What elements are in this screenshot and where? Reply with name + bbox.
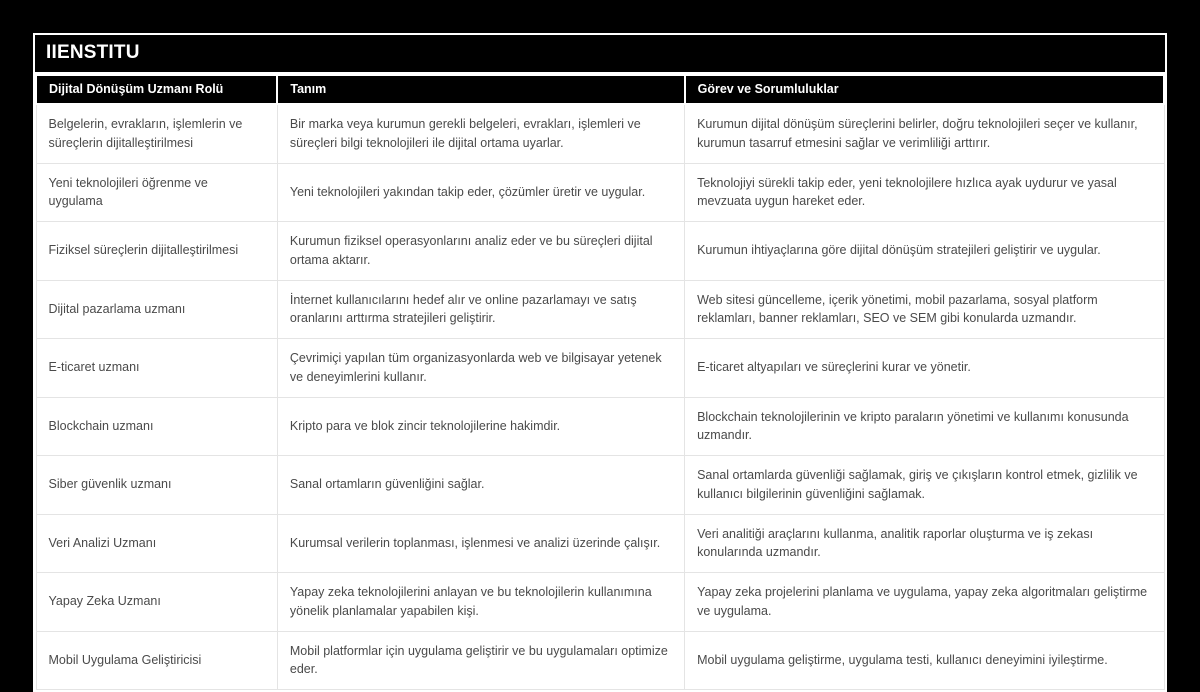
cell-definition: Bir marka veya kurumun gerekli belgeleri, evrakları, işlemleri ve süreçleri bilgi teknolojileri ile dijital ortama uyarlar.: [277, 104, 684, 163]
table-row: [36, 163, 1164, 222]
cell-duties: Yapay zeka projelerini planlama ve uygulama, yapay zeka algoritmaları geliştirme ve uygulama.: [685, 573, 1164, 632]
page-title: IIENSTITU: [46, 42, 140, 63]
cell-definition: Sanal ortamların güvenliğini sağlar.: [277, 456, 684, 515]
cell-role: Dijital pazarlama uzmanı: [36, 280, 277, 339]
cell-definition: Kurumsal verilerin toplanması, işlenmesi ve analizi üzerinde çalışır.: [277, 514, 684, 573]
roles-table: [35, 74, 1165, 690]
cell-duties: Teknolojiyi sürekli takip eder, yeni teknolojilere hızlıca ayak uydurur ve yasal mevzuata uygun hareket eder.: [685, 163, 1164, 222]
cell-duties: Blockchain teknolojilerinin ve kripto paraların yönetimi ve kullanımı konusunda uzmandır.: [685, 397, 1164, 456]
cell-definition: Mobil platformlar için uygulama geliştirir ve bu uygulamaları optimize eder.: [277, 631, 684, 690]
cell-duties: Kurumun dijital dönüşüm süreçlerini belirler, doğru teknolojileri seçer ve kullanır, kurumun tasarruf etmesini sağlar ve verimliliği arttırır.: [685, 104, 1164, 163]
cell-role: Belgelerin, evrakların, işlemlerin ve süreçlerin dijitalleştirilmesi: [36, 104, 277, 163]
table-header-row: [36, 75, 1164, 104]
cell-duties: Sanal ortamlarda güvenliği sağlamak, giriş ve çıkışların kontrol etmek, gizlilik ve kullanıcı bilgilerinin güvenliğini sağlamak.: [685, 456, 1164, 515]
cell-duties: Mobil uygulama geliştirme, uygulama testi, kullanıcı deneyimini iyileştirme.: [685, 631, 1164, 690]
cell-role: Fiziksel süreçlerin dijitalleştirilmesi: [36, 222, 277, 281]
cell-role: Yeni teknolojileri öğrenme ve uygulama: [36, 163, 277, 222]
cell-role: Veri Analizi Uzmanı: [36, 514, 277, 573]
table-row: [36, 222, 1164, 281]
cell-duties: Kurumun ihtiyaçlarına göre dijital dönüşüm stratejileri geliştirir ve uygular.: [685, 222, 1164, 281]
table-row: [36, 456, 1164, 515]
cell-definition: Yeni teknolojileri yakından takip eder, çözümler üretir ve uygular.: [277, 163, 684, 222]
title-bar: [35, 35, 1165, 74]
cell-role: Yapay Zeka Uzmanı: [36, 573, 277, 632]
table-row: [36, 631, 1164, 690]
column-header-duties: Görev ve Sorumluluklar: [685, 75, 1164, 104]
cell-role: Siber güvenlik uzmanı: [36, 456, 277, 515]
cell-definition: Yapay zeka teknolojilerini anlayan ve bu teknolojilerin kullanımına yönelik planlamalar yapabilen kişi.: [277, 573, 684, 632]
cell-duties: E-ticaret altyapıları ve süreçlerini kurar ve yönetir.: [685, 339, 1164, 398]
cell-role: Blockchain uzmanı: [36, 397, 277, 456]
table-row: [36, 573, 1164, 632]
table-row: [36, 397, 1164, 456]
cell-definition: İnternet kullanıcılarını hedef alır ve online pazarlamayı ve satış oranlarını arttırma stratejileri geliştirir.: [277, 280, 684, 339]
cell-definition: Kurumun fiziksel operasyonlarını analiz eder ve bu süreçleri dijital ortama aktarır.: [277, 222, 684, 281]
cell-duties: Web sitesi güncelleme, içerik yönetimi, mobil pazarlama, sosyal platform reklamları, banner reklamları, SEO ve SEM gibi konularda uzmandır.: [685, 280, 1164, 339]
cell-definition: Çevrimiçi yapılan tüm organizasyonlarda web ve bilgisayar yetenek ve deneyimlerini kullanır.: [277, 339, 684, 398]
table-row: [36, 280, 1164, 339]
content-panel: [33, 33, 1167, 692]
column-header-role: Dijital Dönüşüm Uzmanı Rolü: [36, 75, 277, 104]
column-header-definition: Tanım: [277, 75, 684, 104]
table-row: [36, 104, 1164, 163]
cell-duties: Veri analitiği araçlarını kullanma, analitik raporlar oluşturma ve iş zekası konularında uzmandır.: [685, 514, 1164, 573]
cell-role: Mobil Uygulama Geliştiricisi: [36, 631, 277, 690]
table-row: [36, 339, 1164, 398]
cell-role: E-ticaret uzmanı: [36, 339, 277, 398]
table-row: [36, 514, 1164, 573]
cell-definition: Kripto para ve blok zincir teknolojilerine hakimdir.: [277, 397, 684, 456]
